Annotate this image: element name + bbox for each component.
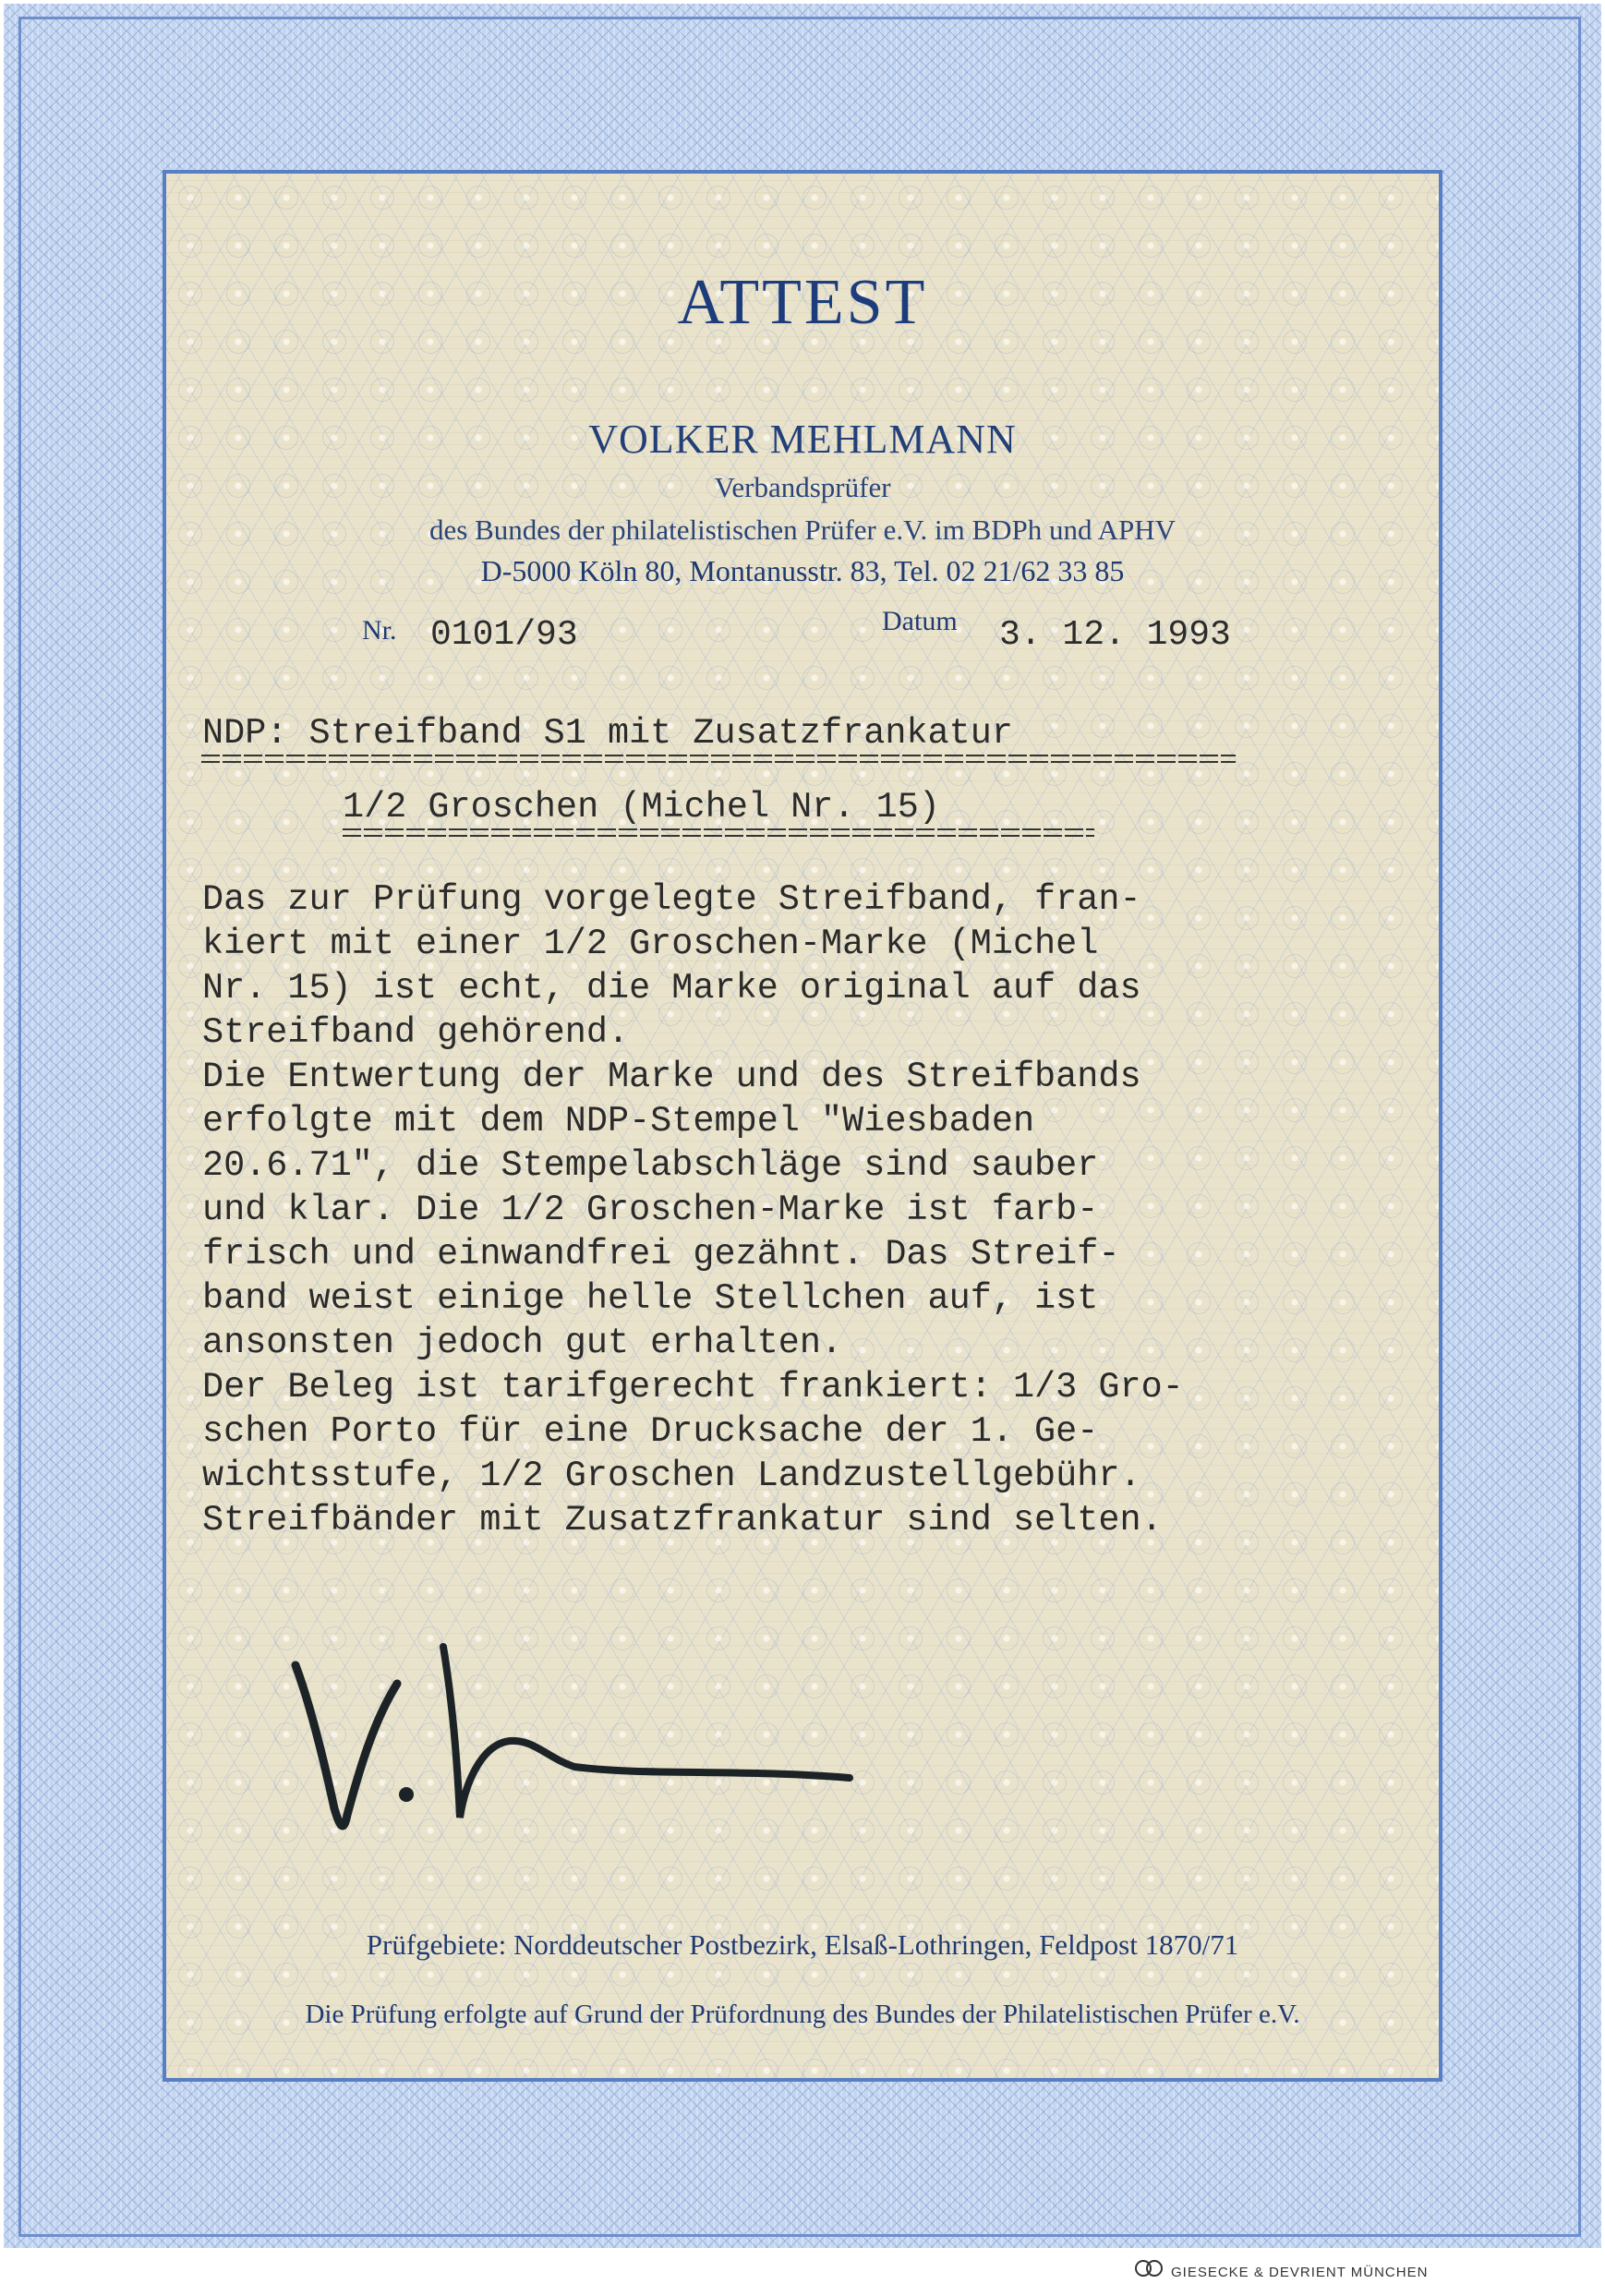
address-line: D-5000 Köln 80, Montanusstr. 83, Tel. 02 21/62 33 85 (480, 554, 1125, 587)
examiner-name: VOLKER MEHLMANN (588, 417, 1017, 462)
body-line: 20.6.71", die Stempelabschläge sind sauber (202, 1145, 1099, 1186)
body-line: band weist einige helle Stellchen auf, ist (202, 1278, 1099, 1319)
body-line: ansonsten jedoch gut erhalten. (202, 1323, 843, 1363)
certificate-date: 3. 12. 1993 (999, 615, 1231, 655)
certificate-panel (163, 170, 1442, 2082)
certificate-body-text (202, 877, 1440, 1542)
body-line: wichtsstufe, 1/2 Groschen Landzustellgebühr. (202, 1456, 1141, 1496)
body-line: und klar. Die 1/2 Groschen-Marke ist farb- (202, 1190, 1099, 1230)
subject-heading-2 (343, 787, 940, 828)
heading-1-double-underline (201, 753, 1236, 766)
examination-areas: Prüfgebiete: Norddeutscher Postbezirk, Elsaß-Lothringen, Feldpost 1870/71 (366, 1928, 1239, 1961)
subject-heading-2-text: 1/2 Groschen (Michel Nr. 15) (343, 787, 940, 828)
body-line: Nr. 15) ist echt, die Marke original auf das (202, 968, 1141, 1009)
examiner-signature (259, 1619, 923, 1850)
body-line: Streifband gehörend. (202, 1012, 630, 1053)
date-label: Datum (882, 606, 958, 636)
body-line: Die Entwertung der Marke und des Streifbands (202, 1057, 1141, 1097)
association-line: des Bundes der philatelistischen Prüfer e.V. im BDPh und APHV (429, 514, 1176, 546)
printer-logo-icon (1134, 2259, 1164, 2278)
certificate-title: ATTEST (677, 267, 928, 338)
body-line: Der Beleg ist tarifgerecht frankiert: 1/3 Gro- (202, 1367, 1184, 1408)
subject-heading-1-text: NDP: Streifband S1 mit Zusatzfrankatur (202, 713, 1013, 754)
subject-heading-1 (202, 713, 1013, 754)
body-line: Das zur Prüfung vorgelegte Streifband, fran- (202, 879, 1141, 920)
body-line: schen Porto für eine Drucksache der 1. Ge- (202, 1411, 1099, 1452)
certificate-sheet (4, 4, 1601, 2248)
body-line: frisch und einwandfrei gezähnt. Das Streif- (202, 1234, 1120, 1275)
body-line: Streifbänder mit Zusatzfrankatur sind selten. (202, 1500, 1163, 1541)
heading-2-double-underline (343, 827, 1094, 840)
printer-imprint: GIESECKE & DEVRIENT MÜNCHEN (1171, 2265, 1429, 2280)
examination-basis: Die Prüfung erfolgte auf Grund der Prüfordnung des Bundes der Philatelistischen Prüfer e.V. (305, 2000, 1300, 2029)
body-line: erfolgte mit dem NDP-Stempel "Wiesbaden (202, 1101, 1035, 1142)
certificate-number: 0101/93 (430, 615, 578, 655)
examiner-role: Verbandsprüfer (714, 471, 891, 503)
body-line: kiert mit einer 1/2 Groschen-Marke (Michel (202, 924, 1099, 964)
number-label: Nr. (362, 615, 397, 646)
